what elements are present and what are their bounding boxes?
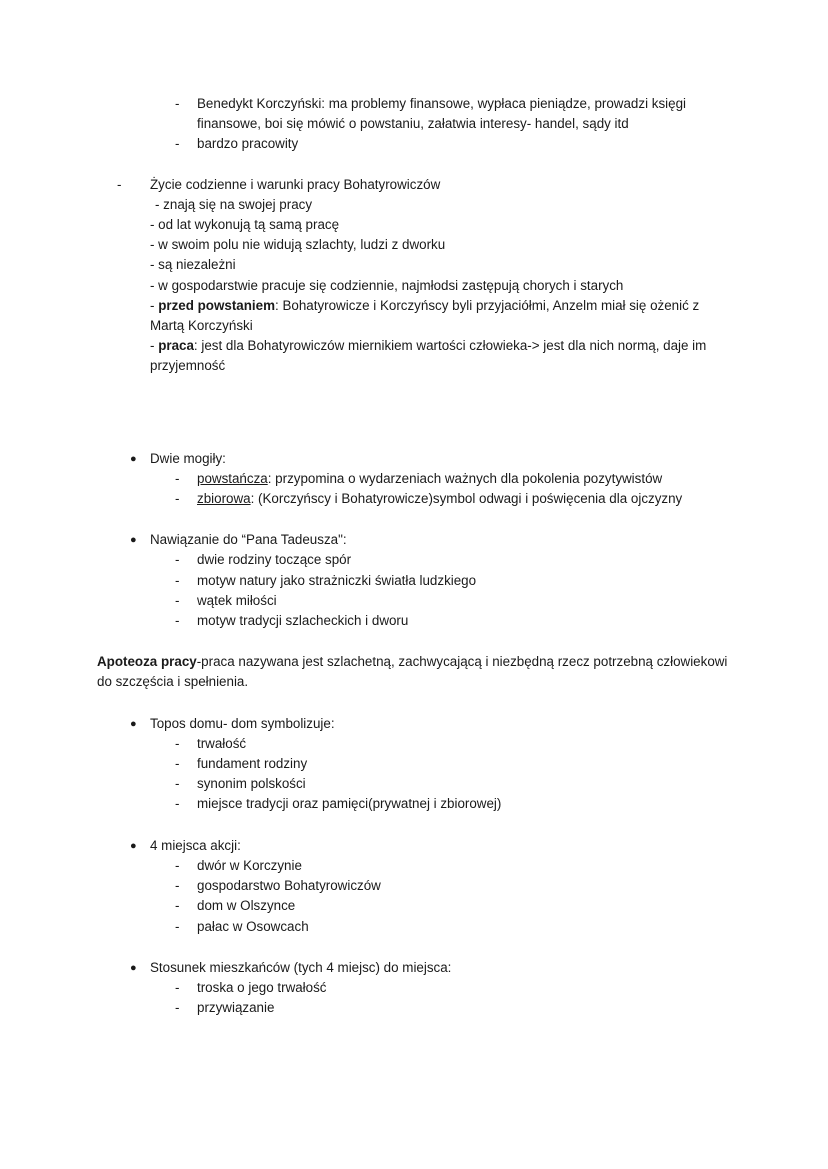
dash-marker: -	[175, 1000, 180, 1016]
miejsca-akcji-sublist	[97, 856, 731, 937]
list-item	[97, 836, 731, 937]
dwie-mogily-sublist	[97, 469, 731, 509]
dash-marker: -	[175, 796, 180, 812]
list-item-label: motyw tradycji szlacheckich i dworu	[197, 613, 409, 629]
spacer	[97, 155, 731, 175]
list-item	[97, 856, 731, 876]
spacer	[97, 937, 731, 958]
bullet-marker: ●	[130, 452, 137, 465]
list-item	[97, 876, 731, 896]
dash-marker: -	[175, 756, 180, 772]
list-item-rest: : (Korczyńscy i Bohatyrowicze)symbol odwagi i poświęcenia dla ojczyzny	[250, 491, 683, 507]
stosunek-list	[97, 958, 731, 1019]
subline-praca	[97, 336, 731, 376]
list-item	[97, 754, 731, 774]
list-item-label: fundament rodziny	[197, 756, 308, 772]
list-item	[97, 611, 731, 631]
list-item-label: trwałość	[197, 735, 247, 751]
emphasis-label: przed powstaniem	[158, 297, 276, 313]
subline: - w gospodarstwie pracuje się codziennie, najmłodsi zastępują chorych i starych	[150, 277, 624, 293]
dwie-mogily-list	[97, 449, 731, 510]
subline-przed-powstaniem	[97, 296, 731, 336]
subline: - od lat wykonują tą samą pracę	[150, 217, 340, 233]
spacer	[97, 693, 731, 714]
list-item-label: troska o jego trwałość	[197, 979, 327, 995]
list-item-label	[197, 469, 731, 489]
apoteoza-label: Apoteoza pracy	[97, 654, 197, 670]
dash-marker: -	[175, 552, 180, 568]
list-item-label: dom w Olszynce	[197, 898, 296, 914]
list-item	[97, 489, 731, 509]
miejsca-akcji-list	[97, 836, 731, 937]
list-item	[97, 794, 731, 814]
topos-domu-sublist	[97, 734, 731, 815]
list-item	[97, 175, 731, 195]
list-item-label: synonim polskości	[197, 776, 306, 792]
topos-domu-list	[97, 714, 731, 815]
underlined-term: zbiorowa	[197, 491, 251, 507]
spacer	[97, 631, 731, 652]
list-item-label: miejsce tradycji oraz pamięci(prywatnej i zbiorowej)	[197, 796, 502, 812]
dash-marker: -	[175, 898, 180, 914]
list-item-rest: : przypomina o wydarzeniach ważnych dla pokolenia pozytywistów	[267, 470, 663, 486]
list-item	[97, 978, 731, 998]
dash-marker: -	[175, 613, 180, 629]
apoteoza-text: -praca nazywana jest szlachetną, zachwycającą i niezbędną rzecz potrzebną człowiekowi do szczęścia i spełnienia.	[97, 654, 728, 690]
dash-marker: -	[175, 592, 180, 608]
list-item-label: Benedykt Korczyński: ma problemy finansowe, wypłaca pieniądze, prowadzi księgi finansowe, boi się mówić o powstaniu, załatwia interesy- handel, sądy itd	[197, 96, 686, 132]
dash-prefix: -	[150, 338, 159, 354]
list-item	[97, 734, 731, 754]
dash-marker: -	[175, 878, 180, 894]
dash-marker: -	[175, 572, 180, 588]
subline: - znają się na swojej pracy	[155, 196, 313, 212]
underlined-term: powstańcza	[197, 470, 268, 486]
section-heading: Stosunek mieszkańców (tych 4 miejsc) do miejsca:	[150, 959, 452, 975]
list-item	[97, 94, 731, 134]
dash-prefix: -	[150, 297, 159, 313]
list-item-label: przywiązanie	[197, 1000, 275, 1016]
list-item	[97, 550, 731, 570]
dash-marker: -	[175, 491, 180, 507]
spacer	[97, 377, 731, 449]
list-item-label: dwór w Korczynie	[197, 857, 302, 873]
section-heading: 4 miejsca akcji:	[150, 837, 241, 853]
dash-marker: -	[175, 776, 180, 792]
list-item	[97, 591, 731, 611]
dash-marker: -	[175, 979, 180, 995]
list-item-label	[197, 489, 731, 509]
bullet-marker: ●	[130, 534, 137, 547]
bullet-marker: ●	[130, 839, 137, 852]
list-item	[97, 896, 731, 916]
list-item	[97, 958, 731, 1019]
section-heading: Dwie mogiły:	[150, 450, 226, 466]
korczynski-list	[97, 94, 731, 155]
list-item	[97, 571, 731, 591]
list-item	[97, 774, 731, 794]
spacer	[97, 815, 731, 836]
list-item-label: motyw natury jako strażniczki światła ludzkiego	[197, 572, 477, 588]
list-item-label: dwie rodziny toczące spór	[197, 552, 352, 568]
list-item	[97, 917, 731, 937]
apoteoza-paragraph	[97, 652, 731, 692]
dash-marker: -	[175, 857, 180, 873]
dash-marker: -	[175, 136, 180, 152]
zycie-codzienne-list	[97, 175, 731, 195]
dash-marker: -	[175, 470, 180, 486]
dash-marker: -	[175, 96, 180, 111]
dash-marker: -	[175, 918, 180, 934]
dash-marker: -	[175, 735, 180, 751]
subline: - są niezależni	[150, 257, 236, 273]
section-heading: Topos domu- dom symbolizuje:	[150, 715, 335, 731]
pan-tadeusz-sublist	[97, 550, 731, 631]
subline: - w swoim polu nie widują szlachty, ludzi z dworku	[150, 237, 446, 253]
list-item	[97, 449, 731, 510]
list-item-label: gospodarstwo Bohatyrowiczów	[197, 878, 381, 894]
list-item	[97, 714, 731, 815]
spacer	[97, 509, 731, 530]
list-item	[97, 134, 731, 154]
emphasis-label: praca	[158, 338, 194, 354]
document-body	[97, 94, 731, 1018]
list-item-label: pałac w Osowcach	[197, 918, 309, 934]
list-item-label: bardzo pracowity	[197, 136, 299, 152]
subline-text: : Bohatyrowicze i Korczyńscy byli przyjaciółmi, Anzelm miał się ożenić z Martą Korczyński	[150, 297, 700, 334]
subline-text: : jest dla Bohatyrowiczów miernikiem wartości człowieka-> jest dla nich normą, daje im przyjemność	[150, 338, 707, 374]
list-item	[97, 530, 731, 631]
list-item	[97, 998, 731, 1018]
bullet-marker: ●	[130, 717, 137, 730]
dash-marker: -	[117, 176, 122, 192]
list-item	[97, 469, 731, 489]
pan-tadeusz-list	[97, 530, 731, 631]
zycie-codzienne-sublines	[97, 195, 731, 377]
bullet-marker: ●	[130, 961, 137, 974]
list-item-label: wątek miłości	[197, 592, 277, 608]
section-heading: Nawiązanie do “Pana Tadeusza":	[150, 532, 347, 548]
stosunek-sublist	[97, 978, 731, 1018]
section-heading: Życie codzienne i warunki pracy Bohatyrowiczów	[150, 176, 441, 192]
